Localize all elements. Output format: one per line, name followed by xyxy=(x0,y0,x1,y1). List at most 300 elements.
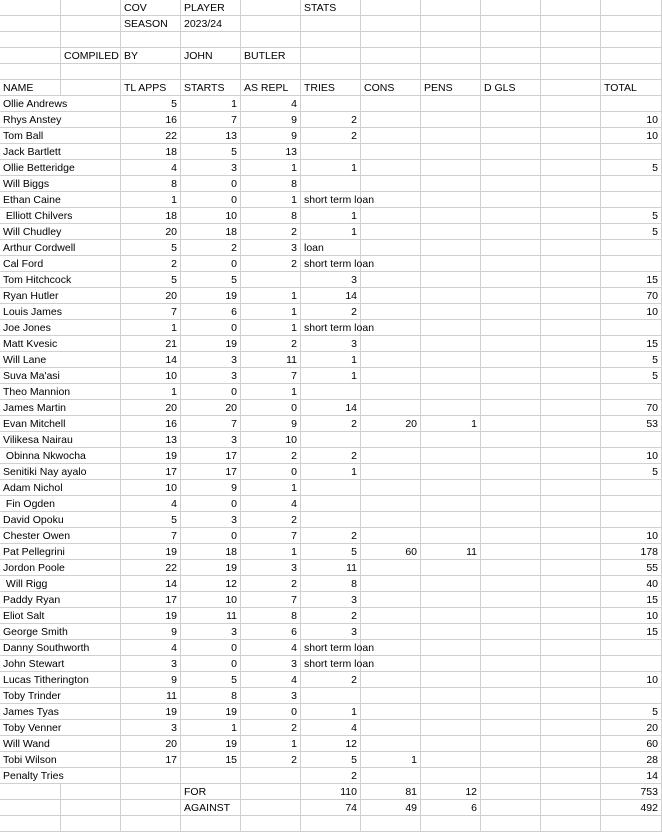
empty-cell[interactable] xyxy=(541,592,601,608)
d-gls-cell[interactable] xyxy=(481,224,541,240)
empty-cell[interactable] xyxy=(541,128,601,144)
tries-cell[interactable]: 2 xyxy=(301,112,361,128)
empty-cell[interactable] xyxy=(541,816,601,832)
cons-cell[interactable] xyxy=(361,704,421,720)
tl-apps-cell[interactable]: 18 xyxy=(121,208,181,224)
cons-cell[interactable] xyxy=(361,688,421,704)
empty-cell[interactable] xyxy=(541,208,601,224)
empty-cell[interactable] xyxy=(541,720,601,736)
total-cell[interactable]: 178 xyxy=(601,544,662,560)
as-repl-cell[interactable]: 0 xyxy=(241,400,301,416)
starts-cell[interactable]: 0 xyxy=(181,656,241,672)
cons-cell[interactable] xyxy=(361,368,421,384)
pens-cell[interactable] xyxy=(421,368,481,384)
pens-cell[interactable] xyxy=(421,624,481,640)
player-name[interactable]: Fin Ogden xyxy=(0,496,121,512)
empty-cell[interactable] xyxy=(421,32,481,48)
empty-cell[interactable] xyxy=(241,800,301,816)
d-gls-cell[interactable] xyxy=(481,144,541,160)
starts-cell[interactable]: 18 xyxy=(181,224,241,240)
player-name[interactable]: Ollie Betteridge xyxy=(0,160,121,176)
empty-cell[interactable] xyxy=(541,416,601,432)
empty-cell[interactable] xyxy=(421,64,481,80)
tl-apps-cell[interactable]: 7 xyxy=(121,304,181,320)
empty-cell[interactable] xyxy=(481,48,541,64)
pens-cell[interactable] xyxy=(421,560,481,576)
tries-cell[interactable] xyxy=(301,144,361,160)
tl-apps-cell[interactable]: 1 xyxy=(121,320,181,336)
tl-apps-cell[interactable]: 11 xyxy=(121,688,181,704)
player-name[interactable]: Jack Bartlett xyxy=(0,144,121,160)
cons-cell[interactable] xyxy=(361,96,421,112)
total-cell[interactable]: 20 xyxy=(601,720,662,736)
tl-apps-cell[interactable]: 10 xyxy=(121,368,181,384)
pens-cell[interactable] xyxy=(421,160,481,176)
tl-apps-cell[interactable]: 19 xyxy=(121,448,181,464)
player-name[interactable]: Evan Mitchell xyxy=(0,416,121,432)
cons-cell[interactable] xyxy=(361,608,421,624)
tl-apps-cell[interactable]: 4 xyxy=(121,640,181,656)
as-repl-cell[interactable]: 1 xyxy=(241,320,301,336)
empty-cell[interactable] xyxy=(541,608,601,624)
pens-cell[interactable] xyxy=(421,512,481,528)
total-cell[interactable] xyxy=(601,96,662,112)
empty-cell[interactable] xyxy=(0,32,61,48)
pens-total-cell[interactable]: 12 xyxy=(421,784,481,800)
empty-cell[interactable] xyxy=(481,784,541,800)
d-gls-cell[interactable] xyxy=(481,384,541,400)
player-name[interactable]: Will Wand xyxy=(0,736,121,752)
pens-cell[interactable] xyxy=(421,288,481,304)
empty-cell[interactable] xyxy=(541,320,601,336)
player-name[interactable]: Eliot Salt xyxy=(0,608,121,624)
empty-cell[interactable] xyxy=(241,16,301,32)
empty-cell[interactable] xyxy=(541,464,601,480)
tl-apps-cell[interactable]: 5 xyxy=(121,96,181,112)
starts-cell[interactable]: 0 xyxy=(181,320,241,336)
starts-cell[interactable]: 19 xyxy=(181,288,241,304)
pens-cell[interactable] xyxy=(421,384,481,400)
tries-cell[interactable]: 3 xyxy=(301,272,361,288)
pens-cell[interactable] xyxy=(421,464,481,480)
cons-cell[interactable]: 60 xyxy=(361,544,421,560)
empty-cell[interactable] xyxy=(61,32,121,48)
empty-cell[interactable] xyxy=(0,816,61,832)
d-gls-cell[interactable] xyxy=(481,336,541,352)
as-repl-cell[interactable]: 1 xyxy=(241,736,301,752)
cons-cell[interactable] xyxy=(361,272,421,288)
empty-cell[interactable] xyxy=(541,0,601,16)
d-gls-cell[interactable] xyxy=(481,640,541,656)
tries-cell[interactable] xyxy=(301,496,361,512)
empty-cell[interactable] xyxy=(181,816,241,832)
empty-cell[interactable] xyxy=(541,304,601,320)
total-cell[interactable]: 5 xyxy=(601,224,662,240)
empty-cell[interactable] xyxy=(361,816,421,832)
player-name[interactable]: Louis James xyxy=(0,304,121,320)
cons-cell[interactable] xyxy=(361,496,421,512)
empty-cell[interactable] xyxy=(541,528,601,544)
d-gls-cell[interactable] xyxy=(481,704,541,720)
player-name[interactable]: Tobi Wilson xyxy=(0,752,121,768)
total-cell[interactable] xyxy=(601,512,662,528)
note-cell[interactable]: short term loan xyxy=(301,256,361,272)
tl-apps-cell[interactable]: 7 xyxy=(121,528,181,544)
empty-cell[interactable] xyxy=(541,256,601,272)
player-name[interactable]: Pat Pellegrini xyxy=(0,544,121,560)
tl-apps-cell[interactable]: 14 xyxy=(121,352,181,368)
empty-cell[interactable] xyxy=(301,16,361,32)
empty-cell[interactable] xyxy=(61,0,121,16)
pens-cell[interactable] xyxy=(421,400,481,416)
tries-total-cell[interactable]: 74 xyxy=(301,800,361,816)
empty-cell[interactable] xyxy=(541,688,601,704)
as-repl-cell[interactable]: 2 xyxy=(241,224,301,240)
pens-cell[interactable] xyxy=(421,352,481,368)
d-gls-cell[interactable] xyxy=(481,576,541,592)
empty-cell[interactable] xyxy=(301,48,361,64)
empty-cell[interactable] xyxy=(541,496,601,512)
cons-cell[interactable] xyxy=(361,720,421,736)
starts-cell[interactable]: 0 xyxy=(181,384,241,400)
total-cell[interactable]: 15 xyxy=(601,336,662,352)
player-name[interactable]: James Martin xyxy=(0,400,121,416)
total-cell[interactable] xyxy=(601,384,662,400)
empty-cell[interactable] xyxy=(541,368,601,384)
empty-cell[interactable] xyxy=(541,736,601,752)
tries-cell[interactable]: 5 xyxy=(301,752,361,768)
pens-cell[interactable] xyxy=(421,656,481,672)
empty-cell[interactable] xyxy=(541,144,601,160)
as-repl-cell[interactable]: 2 xyxy=(241,448,301,464)
empty-cell[interactable] xyxy=(121,800,181,816)
tries-cell[interactable]: 2 xyxy=(301,128,361,144)
cons-cell[interactable] xyxy=(361,176,421,192)
as-repl-cell[interactable]: 2 xyxy=(241,336,301,352)
starts-cell[interactable]: 17 xyxy=(181,464,241,480)
tries-cell[interactable]: 1 xyxy=(301,160,361,176)
tries-cell[interactable]: 12 xyxy=(301,736,361,752)
total-cell[interactable]: 10 xyxy=(601,304,662,320)
tries-cell[interactable]: 2 xyxy=(301,448,361,464)
header-cell[interactable]: COV xyxy=(121,0,181,16)
empty-cell[interactable] xyxy=(541,96,601,112)
empty-cell[interactable] xyxy=(541,176,601,192)
cons-cell[interactable] xyxy=(361,352,421,368)
tries-cell[interactable]: 2 xyxy=(301,304,361,320)
tries-cell[interactable]: 2 xyxy=(301,768,361,784)
player-name[interactable]: Toby Venner xyxy=(0,720,121,736)
empty-cell[interactable] xyxy=(541,576,601,592)
total-cell[interactable] xyxy=(601,480,662,496)
pens-cell[interactable] xyxy=(421,256,481,272)
d-gls-cell[interactable] xyxy=(481,368,541,384)
starts-cell[interactable]: 6 xyxy=(181,304,241,320)
column-header[interactable]: AS REPL xyxy=(241,80,301,96)
as-repl-cell[interactable]: 7 xyxy=(241,528,301,544)
empty-cell[interactable] xyxy=(541,32,601,48)
empty-cell[interactable] xyxy=(541,800,601,816)
total-cell[interactable] xyxy=(601,192,662,208)
empty-cell[interactable] xyxy=(241,816,301,832)
empty-cell[interactable] xyxy=(241,0,301,16)
tries-cell[interactable]: 1 xyxy=(301,224,361,240)
starts-cell[interactable]: 20 xyxy=(181,400,241,416)
total-cell[interactable]: 28 xyxy=(601,752,662,768)
total-cell[interactable]: 70 xyxy=(601,400,662,416)
tl-apps-cell[interactable]: 3 xyxy=(121,720,181,736)
cons-total-cell[interactable]: 81 xyxy=(361,784,421,800)
as-repl-cell[interactable]: 1 xyxy=(241,192,301,208)
tl-apps-cell[interactable] xyxy=(121,768,181,784)
tries-cell[interactable] xyxy=(301,432,361,448)
total-cell[interactable] xyxy=(601,656,662,672)
empty-cell[interactable] xyxy=(61,64,121,80)
player-name[interactable]: Senitiki Nay ayalo xyxy=(0,464,121,480)
empty-cell[interactable] xyxy=(61,784,121,800)
empty-cell[interactable] xyxy=(61,80,121,96)
as-repl-cell[interactable]: 13 xyxy=(241,144,301,160)
player-name[interactable]: Tom Ball xyxy=(0,128,121,144)
empty-cell[interactable] xyxy=(601,0,662,16)
tl-apps-cell[interactable]: 9 xyxy=(121,624,181,640)
starts-cell[interactable]: 3 xyxy=(181,432,241,448)
starts-cell[interactable]: 7 xyxy=(181,416,241,432)
starts-cell[interactable]: 10 xyxy=(181,208,241,224)
d-gls-cell[interactable] xyxy=(481,416,541,432)
tries-cell[interactable]: 14 xyxy=(301,400,361,416)
player-name[interactable]: Danny Southworth xyxy=(0,640,121,656)
d-gls-cell[interactable] xyxy=(481,272,541,288)
pens-cell[interactable] xyxy=(421,144,481,160)
total-cell[interactable]: 15 xyxy=(601,272,662,288)
player-name[interactable]: Chester Owen xyxy=(0,528,121,544)
as-repl-cell[interactable]: 1 xyxy=(241,160,301,176)
d-gls-cell[interactable] xyxy=(481,240,541,256)
note-cell[interactable]: loan xyxy=(301,240,361,256)
tries-cell[interactable] xyxy=(301,96,361,112)
starts-cell[interactable]: 5 xyxy=(181,272,241,288)
pens-total-cell[interactable]: 6 xyxy=(421,800,481,816)
tl-apps-cell[interactable]: 19 xyxy=(121,704,181,720)
empty-cell[interactable] xyxy=(61,16,121,32)
tl-apps-cell[interactable]: 8 xyxy=(121,176,181,192)
tl-apps-cell[interactable]: 20 xyxy=(121,736,181,752)
header-cell[interactable]: JOHN xyxy=(181,48,241,64)
player-name[interactable]: Will Biggs xyxy=(0,176,121,192)
tl-apps-cell[interactable]: 18 xyxy=(121,144,181,160)
player-name[interactable]: Elliott Chilvers xyxy=(0,208,121,224)
d-gls-cell[interactable] xyxy=(481,656,541,672)
empty-cell[interactable] xyxy=(481,0,541,16)
tl-apps-cell[interactable]: 16 xyxy=(121,416,181,432)
starts-cell[interactable]: 5 xyxy=(181,144,241,160)
empty-cell[interactable] xyxy=(601,32,662,48)
starts-cell[interactable]: 11 xyxy=(181,608,241,624)
total-cell[interactable] xyxy=(601,144,662,160)
d-gls-cell[interactable] xyxy=(481,352,541,368)
empty-cell[interactable] xyxy=(541,240,601,256)
as-repl-cell[interactable]: 7 xyxy=(241,592,301,608)
starts-cell[interactable]: 18 xyxy=(181,544,241,560)
column-header[interactable]: D GLS xyxy=(481,80,541,96)
pens-cell[interactable] xyxy=(421,272,481,288)
pens-cell[interactable] xyxy=(421,688,481,704)
as-repl-cell[interactable]: 1 xyxy=(241,304,301,320)
tl-apps-cell[interactable]: 17 xyxy=(121,592,181,608)
empty-cell[interactable] xyxy=(481,64,541,80)
tries-cell[interactable]: 2 xyxy=(301,416,361,432)
pens-cell[interactable] xyxy=(421,576,481,592)
d-gls-cell[interactable] xyxy=(481,608,541,624)
tl-apps-cell[interactable]: 5 xyxy=(121,512,181,528)
pens-cell[interactable] xyxy=(421,208,481,224)
cons-cell[interactable] xyxy=(361,464,421,480)
tries-cell[interactable]: 14 xyxy=(301,288,361,304)
as-repl-cell[interactable]: 1 xyxy=(241,384,301,400)
empty-cell[interactable] xyxy=(541,480,601,496)
empty-cell[interactable] xyxy=(541,224,601,240)
as-repl-cell[interactable]: 0 xyxy=(241,704,301,720)
empty-cell[interactable] xyxy=(541,512,601,528)
as-repl-cell[interactable]: 2 xyxy=(241,512,301,528)
header-cell[interactable]: PLAYER xyxy=(181,0,241,16)
tl-apps-cell[interactable]: 4 xyxy=(121,160,181,176)
player-name[interactable]: James Tyas xyxy=(0,704,121,720)
empty-cell[interactable] xyxy=(361,0,421,16)
player-name[interactable]: Obinna Nkwocha xyxy=(0,448,121,464)
tl-apps-cell[interactable]: 9 xyxy=(121,672,181,688)
tl-apps-cell[interactable]: 21 xyxy=(121,336,181,352)
d-gls-cell[interactable] xyxy=(481,320,541,336)
pens-cell[interactable] xyxy=(421,752,481,768)
tries-cell[interactable]: 1 xyxy=(301,368,361,384)
starts-cell[interactable]: 3 xyxy=(181,160,241,176)
header-cell[interactable]: 2023/24 xyxy=(181,16,241,32)
note-cell[interactable]: short term loan xyxy=(301,640,361,656)
tl-apps-cell[interactable]: 14 xyxy=(121,576,181,592)
tries-cell[interactable]: 2 xyxy=(301,608,361,624)
empty-cell[interactable] xyxy=(541,64,601,80)
d-gls-cell[interactable] xyxy=(481,768,541,784)
empty-cell[interactable] xyxy=(541,352,601,368)
tries-cell[interactable] xyxy=(301,480,361,496)
starts-cell[interactable]: 17 xyxy=(181,448,241,464)
pens-cell[interactable] xyxy=(421,592,481,608)
cons-cell[interactable] xyxy=(361,480,421,496)
player-name[interactable]: Matt Kvesic xyxy=(0,336,121,352)
tl-apps-cell[interactable]: 3 xyxy=(121,656,181,672)
empty-cell[interactable] xyxy=(541,768,601,784)
starts-cell[interactable]: 0 xyxy=(181,496,241,512)
empty-cell[interactable] xyxy=(241,32,301,48)
d-gls-cell[interactable] xyxy=(481,720,541,736)
empty-cell[interactable] xyxy=(0,48,61,64)
pens-cell[interactable] xyxy=(421,768,481,784)
starts-cell[interactable]: 3 xyxy=(181,368,241,384)
tries-cell[interactable]: 3 xyxy=(301,624,361,640)
tries-cell[interactable] xyxy=(301,688,361,704)
d-gls-cell[interactable] xyxy=(481,496,541,512)
cons-cell[interactable] xyxy=(361,384,421,400)
empty-cell[interactable] xyxy=(541,544,601,560)
pens-cell[interactable] xyxy=(421,192,481,208)
pens-cell[interactable] xyxy=(421,720,481,736)
total-cell[interactable]: 15 xyxy=(601,624,662,640)
cons-cell[interactable] xyxy=(361,576,421,592)
total-cell[interactable] xyxy=(601,640,662,656)
grand-total-cell[interactable]: 492 xyxy=(601,800,662,816)
starts-cell[interactable]: 0 xyxy=(181,176,241,192)
as-repl-cell[interactable]: 10 xyxy=(241,432,301,448)
empty-cell[interactable] xyxy=(301,816,361,832)
pens-cell[interactable] xyxy=(421,240,481,256)
player-name[interactable]: Toby Trinder xyxy=(0,688,121,704)
as-repl-cell[interactable]: 7 xyxy=(241,368,301,384)
cons-cell[interactable] xyxy=(361,528,421,544)
tries-cell[interactable]: 3 xyxy=(301,592,361,608)
empty-cell[interactable] xyxy=(541,80,601,96)
tries-cell[interactable]: 1 xyxy=(301,704,361,720)
empty-cell[interactable] xyxy=(541,112,601,128)
empty-cell[interactable] xyxy=(121,32,181,48)
as-repl-cell[interactable] xyxy=(241,272,301,288)
d-gls-cell[interactable] xyxy=(481,192,541,208)
empty-cell[interactable] xyxy=(541,784,601,800)
tries-cell[interactable] xyxy=(301,512,361,528)
cons-cell[interactable] xyxy=(361,560,421,576)
pens-cell[interactable] xyxy=(421,224,481,240)
starts-cell[interactable]: 9 xyxy=(181,480,241,496)
cons-cell[interactable] xyxy=(361,288,421,304)
empty-cell[interactable] xyxy=(121,784,181,800)
d-gls-cell[interactable] xyxy=(481,544,541,560)
tl-apps-cell[interactable]: 20 xyxy=(121,224,181,240)
tl-apps-cell[interactable]: 5 xyxy=(121,240,181,256)
player-name[interactable]: Joe Jones xyxy=(0,320,121,336)
as-repl-cell[interactable]: 8 xyxy=(241,176,301,192)
cons-cell[interactable] xyxy=(361,448,421,464)
player-name[interactable]: Cal Ford xyxy=(0,256,121,272)
player-name[interactable]: Ethan Caine xyxy=(0,192,121,208)
total-cell[interactable]: 14 xyxy=(601,768,662,784)
tl-apps-cell[interactable]: 1 xyxy=(121,192,181,208)
starts-cell[interactable]: 3 xyxy=(181,352,241,368)
cons-cell[interactable] xyxy=(361,112,421,128)
pens-cell[interactable]: 11 xyxy=(421,544,481,560)
tl-apps-cell[interactable]: 4 xyxy=(121,496,181,512)
d-gls-cell[interactable] xyxy=(481,400,541,416)
starts-cell[interactable]: 19 xyxy=(181,560,241,576)
column-header[interactable]: CONS xyxy=(361,80,421,96)
player-name[interactable]: Ollie Andrews xyxy=(0,96,121,112)
tl-apps-cell[interactable]: 20 xyxy=(121,400,181,416)
column-header[interactable]: TL APPS xyxy=(121,80,181,96)
cons-cell[interactable] xyxy=(361,592,421,608)
empty-cell[interactable] xyxy=(541,448,601,464)
player-name[interactable]: Rhys Anstey xyxy=(0,112,121,128)
column-header[interactable]: STARTS xyxy=(181,80,241,96)
cons-cell[interactable] xyxy=(361,128,421,144)
d-gls-cell[interactable] xyxy=(481,256,541,272)
total-cell[interactable]: 5 xyxy=(601,368,662,384)
empty-cell[interactable] xyxy=(481,32,541,48)
total-cell[interactable]: 10 xyxy=(601,128,662,144)
starts-cell[interactable]: 19 xyxy=(181,336,241,352)
total-cell[interactable]: 10 xyxy=(601,448,662,464)
total-cell[interactable] xyxy=(601,688,662,704)
header-cell[interactable]: STATS xyxy=(301,0,361,16)
